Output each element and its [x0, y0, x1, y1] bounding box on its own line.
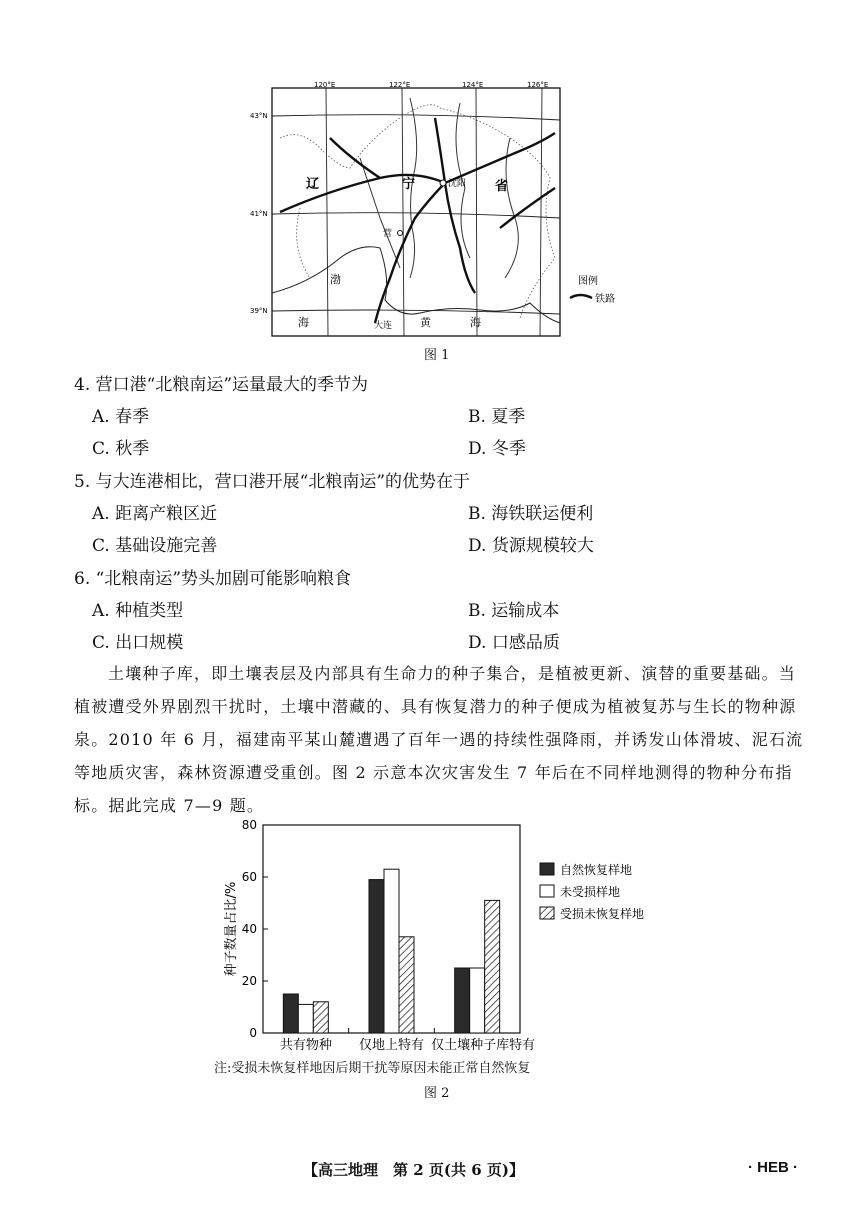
y-axis-label: 种子数量占比/%: [224, 881, 239, 977]
q5-option-a[interactable]: A. 距离产粮区近: [92, 504, 218, 524]
lon-label-122: 122°E: [389, 81, 411, 89]
q4-option-d[interactable]: D. 冬季: [468, 439, 526, 459]
chart-note: 注:受损未恢复样地因后期干扰等原因未能正常自然恢复: [214, 1061, 531, 1076]
legend-title: 图例: [578, 276, 598, 287]
province-char-liao: 辽: [306, 177, 320, 192]
bar: [313, 1002, 328, 1033]
shenyang-marker: [440, 180, 446, 186]
question-5-stem: 5. 与大连港相比，营口港开展“北粮南运”的优势在于: [74, 472, 471, 492]
bar: [384, 869, 399, 1033]
q6-option-c[interactable]: C. 出口规模: [92, 633, 184, 653]
legend-swatch: [540, 863, 554, 875]
sea-char-bo: 渤: [330, 273, 341, 286]
x-tick-label: 共有物种: [279, 1038, 332, 1053]
q4-option-b[interactable]: B. 夏季: [468, 407, 526, 427]
bar: [399, 937, 414, 1033]
legend-label: 自然恢复样地: [560, 863, 633, 877]
map-figure: [240, 78, 640, 340]
legend-label: 未受损样地: [560, 885, 621, 899]
coastline: [272, 247, 560, 323]
q4-option-c[interactable]: C. 秋季: [92, 439, 150, 459]
lat-label-43: 43°N: [250, 112, 268, 120]
bar: [369, 880, 384, 1033]
map-graticule: [272, 88, 560, 336]
q6-option-b[interactable]: B. 运输成本: [468, 601, 560, 621]
lon-label-120: 120°E: [314, 81, 336, 89]
passage-text: 土壤种子库，即土壤表层及内部具有生命力的种子集合，是植被更新、演替的重要基础。当植被遭受外界剧烈干扰时，土壤中潜藏的、具有恢复潜力的种子便成为植被复苏与生长的物种源泉。2010 年 6 月，福建南平某山麓遭遇了百年一遇的持续性强降雨，并诱发山体滑坡、泥石流等地质灾害，森林资源遭受重创。图 2 示意本次灾害发生 7 年后在不同样地测得的物种分布指标。据此完成 7—9 题。: [74, 664, 804, 815]
lat-label-39: 39°N: [250, 307, 268, 315]
page-code: · HEB ·: [748, 1159, 798, 1176]
sea-char-huang: 黄: [420, 316, 431, 329]
bar: [298, 1004, 313, 1033]
legend-label: 受损未恢复样地: [560, 907, 645, 921]
q5-option-d[interactable]: D. 货源规模较大: [468, 536, 594, 556]
lon-label-124: 124°E: [462, 81, 484, 89]
q4-option-a[interactable]: A. 春季: [92, 407, 150, 427]
yingkou-marker: [398, 231, 403, 236]
bar: [283, 994, 298, 1033]
legend-swatch: [540, 907, 554, 919]
sea-char-hai1: 海: [298, 316, 309, 329]
legend-swatch: [540, 885, 554, 897]
y-tick-label: 0: [249, 1026, 257, 1040]
q5-option-b[interactable]: B. 海铁联运便利: [468, 504, 594, 524]
bar: [470, 968, 485, 1033]
figure2-caption: 图 2: [424, 1086, 450, 1101]
figure1-caption: 图 1: [424, 348, 450, 363]
city-dalian: 大连: [374, 321, 393, 331]
y-tick-label: 60: [241, 870, 257, 884]
q5-option-c[interactable]: C. 基础设施完善: [92, 536, 218, 556]
province-char-sheng: 省: [495, 179, 509, 194]
legend-railway: 铁路: [595, 294, 615, 305]
province-char-ning: 宁: [402, 177, 416, 192]
q6-option-d[interactable]: D. 口感品质: [468, 633, 560, 653]
y-tick-label: 20: [241, 974, 257, 988]
q6-option-a[interactable]: A. 种植类型: [92, 601, 184, 621]
province-boundary: [280, 105, 555, 318]
y-tick-label: 80: [241, 818, 257, 832]
map-frame: [272, 88, 560, 336]
bar: [455, 968, 470, 1033]
city-shenyang: 沈阳: [448, 179, 467, 189]
question-4-stem: 4. 营口港“北粮南运”运量最大的季节为: [74, 375, 369, 395]
question-6-stem: 6. “北粮南运”势头加剧可能影响粮食: [74, 569, 352, 589]
page-footer: 【高三地理 第 2 页(共 6 页)】: [303, 1161, 524, 1179]
x-tick-label: 仅土壤种子库特有: [431, 1038, 536, 1053]
bar-chart: [215, 815, 675, 1077]
x-tick-label: 仅地上特有: [358, 1038, 425, 1053]
city-yingkou: 营: [383, 229, 393, 239]
passage: [74, 657, 804, 822]
y-tick-label: 40: [241, 922, 257, 936]
bar: [485, 900, 500, 1033]
sea-char-hai2: 海: [470, 316, 481, 329]
lat-label-41: 41°N: [250, 210, 268, 218]
lon-label-126: 126°E: [527, 81, 549, 89]
legend-railway-symbol: [570, 295, 592, 298]
